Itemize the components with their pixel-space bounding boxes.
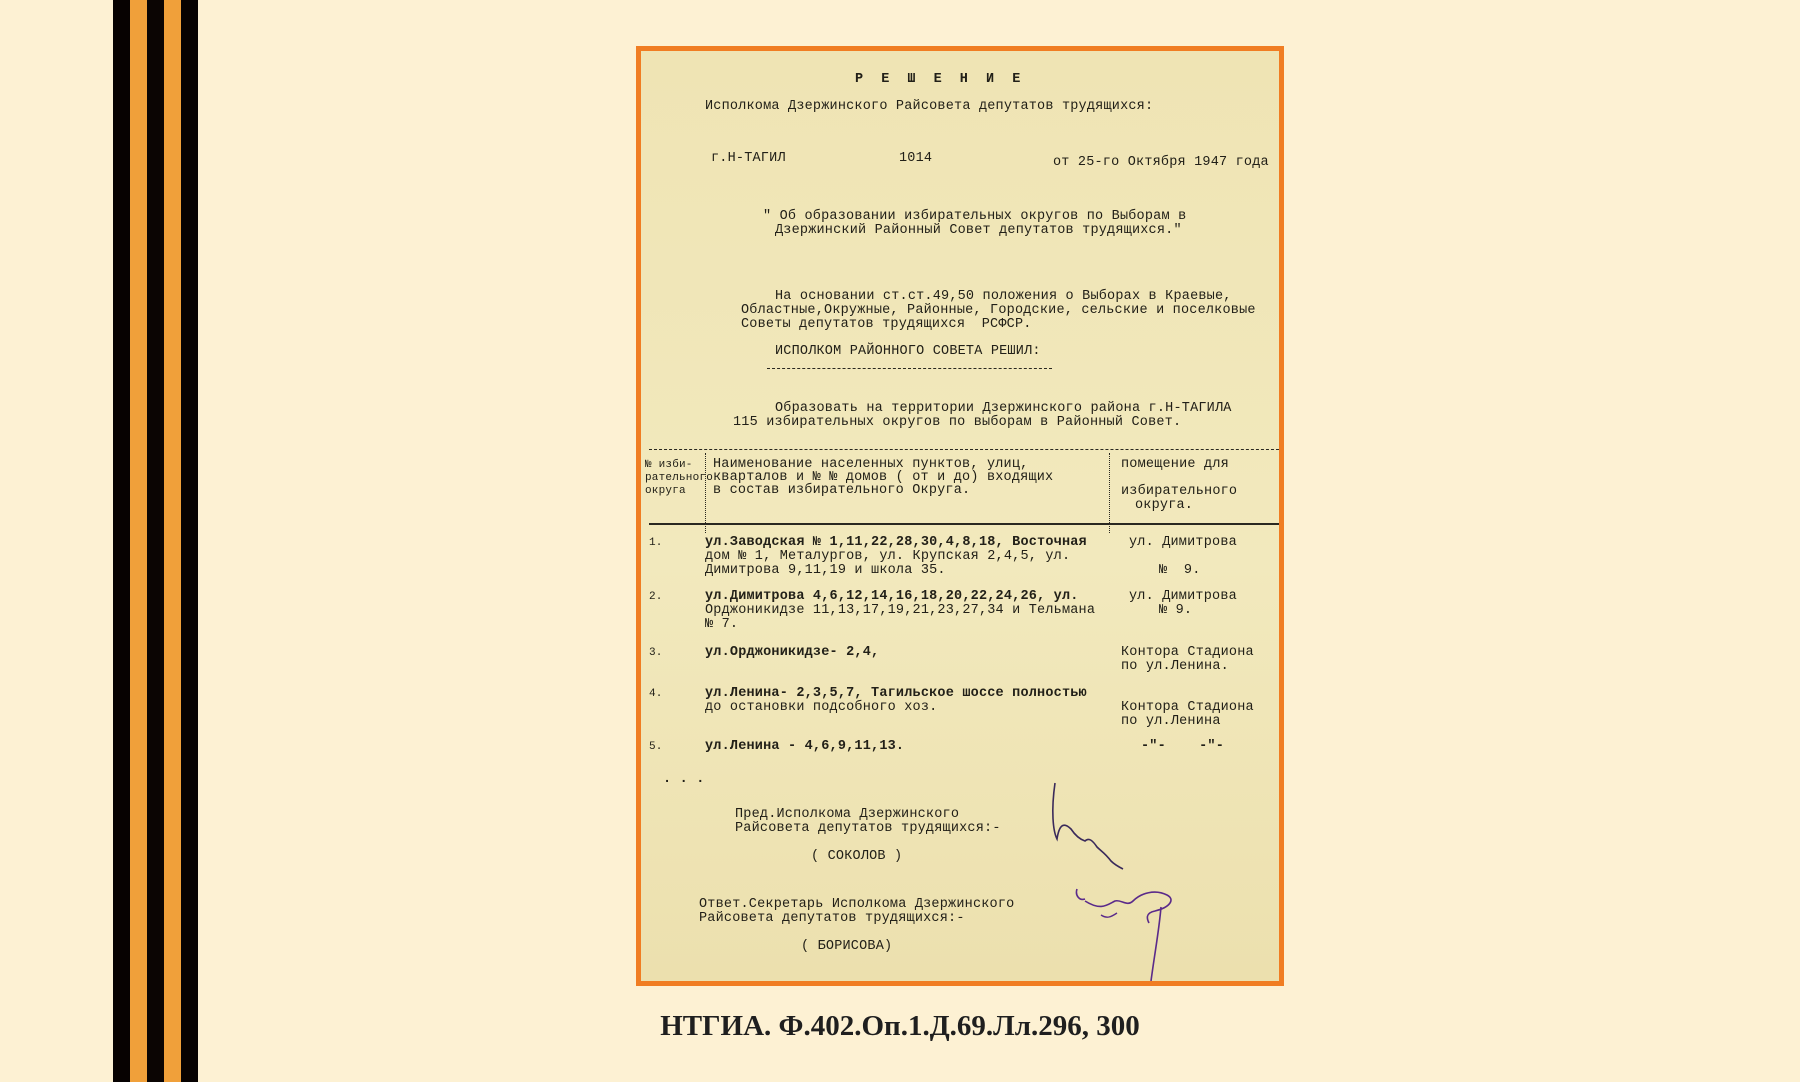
document-paper bbox=[641, 51, 1279, 981]
secretary-name: ( БОРИСОВА) bbox=[801, 939, 893, 954]
basis-line-2: Областные,Окружные, Районные, Городские, сельские и поселковые bbox=[741, 303, 1256, 318]
basis-line-1: На основании ст.ст.49,50 положения о Выборах в Краевые, bbox=[775, 289, 1232, 304]
chair-title-line1: Пред.Исполкома Дзержинского bbox=[735, 807, 960, 822]
st-george-ribbon bbox=[113, 0, 198, 1082]
chair-title-line2: Райсовета депутатов трудящихся:- bbox=[735, 821, 1001, 836]
table-head-col1-line2: рательного bbox=[645, 472, 714, 484]
table-row-place2: по ул.Ленина bbox=[1121, 714, 1221, 729]
table-row-number: 5. bbox=[649, 741, 663, 753]
table-row-line1: ул.Орджоникидзе- 2,4, bbox=[705, 645, 880, 660]
table-head-col2-line2: кварталов и № № домов ( от и до) входящих bbox=[713, 470, 1054, 485]
table-row-number: 3. bbox=[649, 647, 663, 659]
table-header-rule bbox=[649, 523, 1284, 525]
table-row-place2: № 9. bbox=[1159, 603, 1193, 618]
basis-line-3: Советы депутатов трудящихся РСФСР. bbox=[741, 317, 1032, 332]
table-row-line3: № 7. bbox=[705, 617, 739, 632]
table-row-place2: по ул.Ленина. bbox=[1121, 659, 1229, 674]
table-row-line1: ул.Ленина- 2,3,5,7, Тагильское шоссе полностью bbox=[705, 686, 1087, 701]
table-head-col1-line1: № изби- bbox=[645, 459, 693, 471]
table-row-line2: до остановки подсобного хоз. bbox=[705, 700, 938, 715]
table-row-place1: ул. Димитрова bbox=[1129, 589, 1237, 604]
document-date: от 25-го Октября 1947 года bbox=[1053, 155, 1269, 170]
table-col-divider-2 bbox=[1109, 453, 1110, 533]
topic-line-2: Дзержинский Районный Совет депутатов трудящихся." bbox=[775, 223, 1182, 238]
table-row-place2: № 9. bbox=[1159, 563, 1201, 578]
table-row-number: 2. bbox=[649, 591, 663, 603]
chair-name: ( СОКОЛОВ ) bbox=[811, 849, 903, 864]
table-row-place1: -"- -"- bbox=[1141, 739, 1225, 754]
table-row-line1: ул.Димитрова 4,6,12,14,16,18,20,22,24,26, ул. bbox=[705, 589, 1079, 604]
table-col-divider-1 bbox=[705, 453, 706, 533]
document-number: 1014 bbox=[899, 151, 933, 166]
secretary-signature bbox=[1071, 871, 1201, 986]
table-row-place1: Контора Стадиона bbox=[1121, 645, 1254, 660]
table-row-number: 1. bbox=[649, 537, 663, 549]
document-subtitle: Исполкома Дзержинского Райсовета депутатов трудящихся: bbox=[705, 99, 1154, 114]
table-head-col3-line1: помещение для bbox=[1121, 457, 1229, 472]
secretary-title-line2: Райсовета депутатов трудящихся:- bbox=[699, 911, 965, 926]
resolved-underline bbox=[767, 368, 1052, 369]
table-head-col3-line3: округа. bbox=[1135, 498, 1194, 513]
ellipsis: . . . bbox=[663, 772, 705, 787]
document-city: г.Н-ТАГИЛ bbox=[711, 151, 786, 166]
table-row-line1: ул.Заводская № 1,11,22,28,30,4,8,18, Восточная bbox=[705, 535, 1087, 550]
table-head-col3-line2: избирательного bbox=[1121, 484, 1238, 499]
table-head-col1-line3: округа bbox=[645, 485, 686, 497]
table-row-line2: дом № 1, Металургов, ул. Крупская 2,4,5, ул. bbox=[705, 549, 1071, 564]
archival-document bbox=[636, 46, 1284, 986]
resolved-heading: ИСПОЛКОМ РАЙОННОГО СОВЕТА РЕШИЛ: bbox=[775, 344, 1041, 359]
table-head-col2-line3: в состав избирательного Округа. bbox=[713, 483, 971, 498]
document-title: Р Е Ш Е Н И Е bbox=[855, 72, 1026, 87]
table-row-place1: Контора Стадиона bbox=[1121, 700, 1254, 715]
secretary-title-line1: Ответ.Секретарь Исполкома Дзержинского bbox=[699, 897, 1015, 912]
table-head-col2-line1: Наименование населенных пунктов, улиц, bbox=[713, 457, 1029, 472]
table-row-number: 4. bbox=[649, 688, 663, 700]
table-row-line1: ул.Ленина - 4,6,9,11,13. bbox=[705, 739, 905, 754]
decree-line-1: Образовать на территории Дзержинского района г.Н-ТАГИЛА bbox=[775, 401, 1232, 416]
table-row-line2: Орджоникидзе 11,13,17,19,21,23,27,34 и Тельмана bbox=[705, 603, 1096, 618]
topic-line-1: " Об образовании избирательных округов по Выборам в bbox=[763, 209, 1187, 224]
decree-line-2: 115 избирательных округов по выборам в Районный Совет. bbox=[733, 415, 1182, 430]
archive-reference-caption: НТГИА. Ф.402.Оп.1.Д.69.Лл.296, 300 bbox=[660, 1010, 1140, 1042]
table-row-place1: ул. Димитрова bbox=[1129, 535, 1237, 550]
table-row-line3: Димитрова 9,11,19 и школа 35. bbox=[705, 563, 946, 578]
table-top-rule bbox=[649, 449, 1284, 450]
